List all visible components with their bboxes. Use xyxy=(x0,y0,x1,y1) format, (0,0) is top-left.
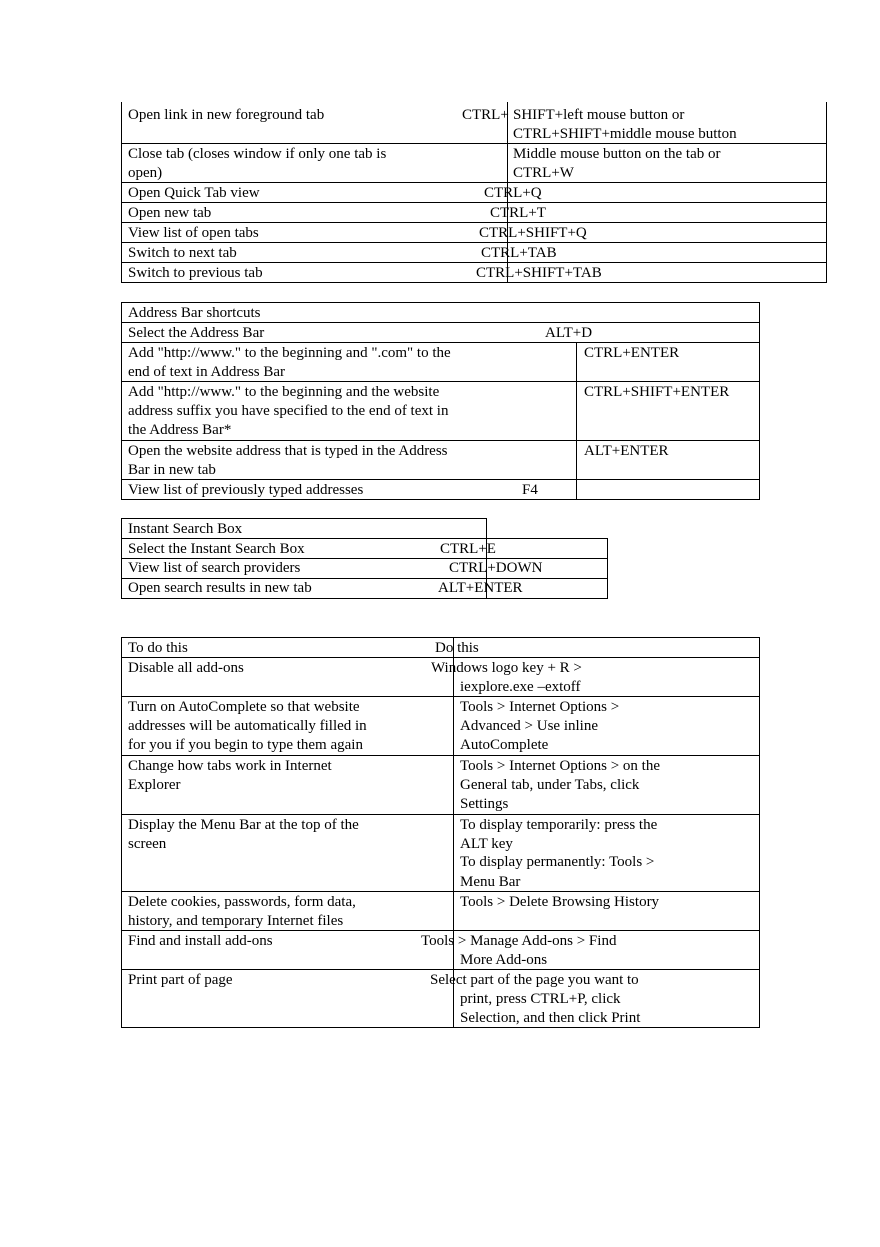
table-cell: Switch to previous tab xyxy=(128,265,263,281)
table-cell: Tools > Manage Add-ons > Find xyxy=(421,933,617,949)
table-cell: Tools > Delete Browsing History xyxy=(460,894,660,910)
column-header: To do this xyxy=(128,640,188,656)
table-cell: CTRL+TAB xyxy=(481,245,557,261)
table-cell: addresses will be automatically filled in xyxy=(128,718,367,734)
table-cell: More Add-ons xyxy=(460,952,548,968)
table-cell: ALT+D xyxy=(545,325,593,341)
table-cell: To display temporarily: press the xyxy=(460,817,658,833)
table-cell: Select the Address Bar xyxy=(128,325,265,341)
table-cell: AutoComplete xyxy=(460,737,549,753)
table-cell: Change how tabs work in Internet xyxy=(128,758,332,774)
table-cell: iexplore.exe –extoff xyxy=(460,679,581,695)
table-cell: Close tab (closes window if only one tab is xyxy=(128,146,387,162)
table-cell: Open Quick Tab view xyxy=(128,185,260,201)
table-cell: Windows logo key + R > xyxy=(431,660,582,676)
table-cell: Open link in new foreground tab xyxy=(128,107,325,123)
table-cell: Print part of page xyxy=(128,972,233,988)
table-title: Instant Search Box xyxy=(128,521,243,537)
table-cell: General tab, under Tabs, click xyxy=(460,777,640,793)
table-cell: Disable all add-ons xyxy=(128,660,244,676)
table-cell: Selection, and then click Print xyxy=(460,1010,641,1026)
table-cell: open) xyxy=(128,165,163,181)
table-cell: Tools > Internet Options > xyxy=(460,699,620,715)
table-cell: the Address Bar* xyxy=(128,422,232,438)
table-cell: View list of previously typed addresses xyxy=(128,482,364,498)
table-cell: Open new tab xyxy=(128,205,212,221)
table-cell: history, and temporary Internet files xyxy=(128,913,344,929)
table-cell: View list of search providers xyxy=(128,560,301,576)
table-title: Address Bar shortcuts xyxy=(128,305,261,321)
table-cell: CTRL+ENTER xyxy=(584,345,680,361)
table-cell: ALT+ENTER xyxy=(584,443,669,459)
column-divider xyxy=(453,637,454,1028)
table-cell: SHIFT+left mouse button or xyxy=(513,107,685,123)
table-cell: Advanced > Use inline xyxy=(460,718,599,734)
table-cell: Middle mouse button on the tab or xyxy=(513,146,721,162)
table-cell: Turn on AutoComplete so that website xyxy=(128,699,360,715)
table-cell: Open search results in new tab xyxy=(128,580,312,596)
table-cell: Add "http://www." to the beginning and ".com" to the xyxy=(128,345,451,361)
table-cell: CTRL+ xyxy=(462,107,509,123)
table-cell: F4 xyxy=(522,482,538,498)
table-cell: CTRL+E xyxy=(440,541,496,557)
table-cell: Find and install add-ons xyxy=(128,933,273,949)
table-cell: Select part of the page you want to xyxy=(430,972,639,988)
table-cell: for you if you begin to type them again xyxy=(128,737,363,753)
table-cell: screen xyxy=(128,836,167,852)
table-cell: CTRL+T xyxy=(490,205,546,221)
table-cell: ALT+ENTER xyxy=(438,580,523,596)
table-cell: Explorer xyxy=(128,777,181,793)
table-cell: Select the Instant Search Box xyxy=(128,541,305,557)
table-cell: Menu Bar xyxy=(460,874,521,890)
table-cell: Switch to next tab xyxy=(128,245,237,261)
table-cell: Delete cookies, passwords, form data, xyxy=(128,894,356,910)
table-cell: ALT key xyxy=(460,836,513,852)
table-cell: address suffix you have specified to the end of text in xyxy=(128,403,449,419)
table-cell: CTRL+SHIFT+TAB xyxy=(476,265,602,281)
table-cell: CTRL+Q xyxy=(484,185,542,201)
table-cell: CTRL+DOWN xyxy=(449,560,543,576)
table-cell: CTRL+SHIFT+middle mouse button xyxy=(513,126,737,142)
table-cell: CTRL+SHIFT+ENTER xyxy=(584,384,730,400)
table-cell: Tools > Internet Options > on the xyxy=(460,758,661,774)
table-cell: end of text in Address Bar xyxy=(128,364,286,380)
table-cell: To display permanently: Tools > xyxy=(460,854,655,870)
table-cell: Display the Menu Bar at the top of the xyxy=(128,817,359,833)
table-cell: Bar in new tab xyxy=(128,462,216,478)
table-row xyxy=(121,202,827,223)
column-divider xyxy=(576,342,577,500)
table-cell: CTRL+W xyxy=(513,165,574,181)
table-cell: print, press CTRL+P, click xyxy=(460,991,621,1007)
table-cell: View list of open tabs xyxy=(128,225,259,241)
column-header: Do this xyxy=(435,640,479,656)
table-cell: Settings xyxy=(460,796,509,812)
table-cell: Open the website address that is typed in the Address xyxy=(128,443,448,459)
table-cell: CTRL+SHIFT+Q xyxy=(479,225,587,241)
table-cell: Add "http://www." to the beginning and the website xyxy=(128,384,440,400)
